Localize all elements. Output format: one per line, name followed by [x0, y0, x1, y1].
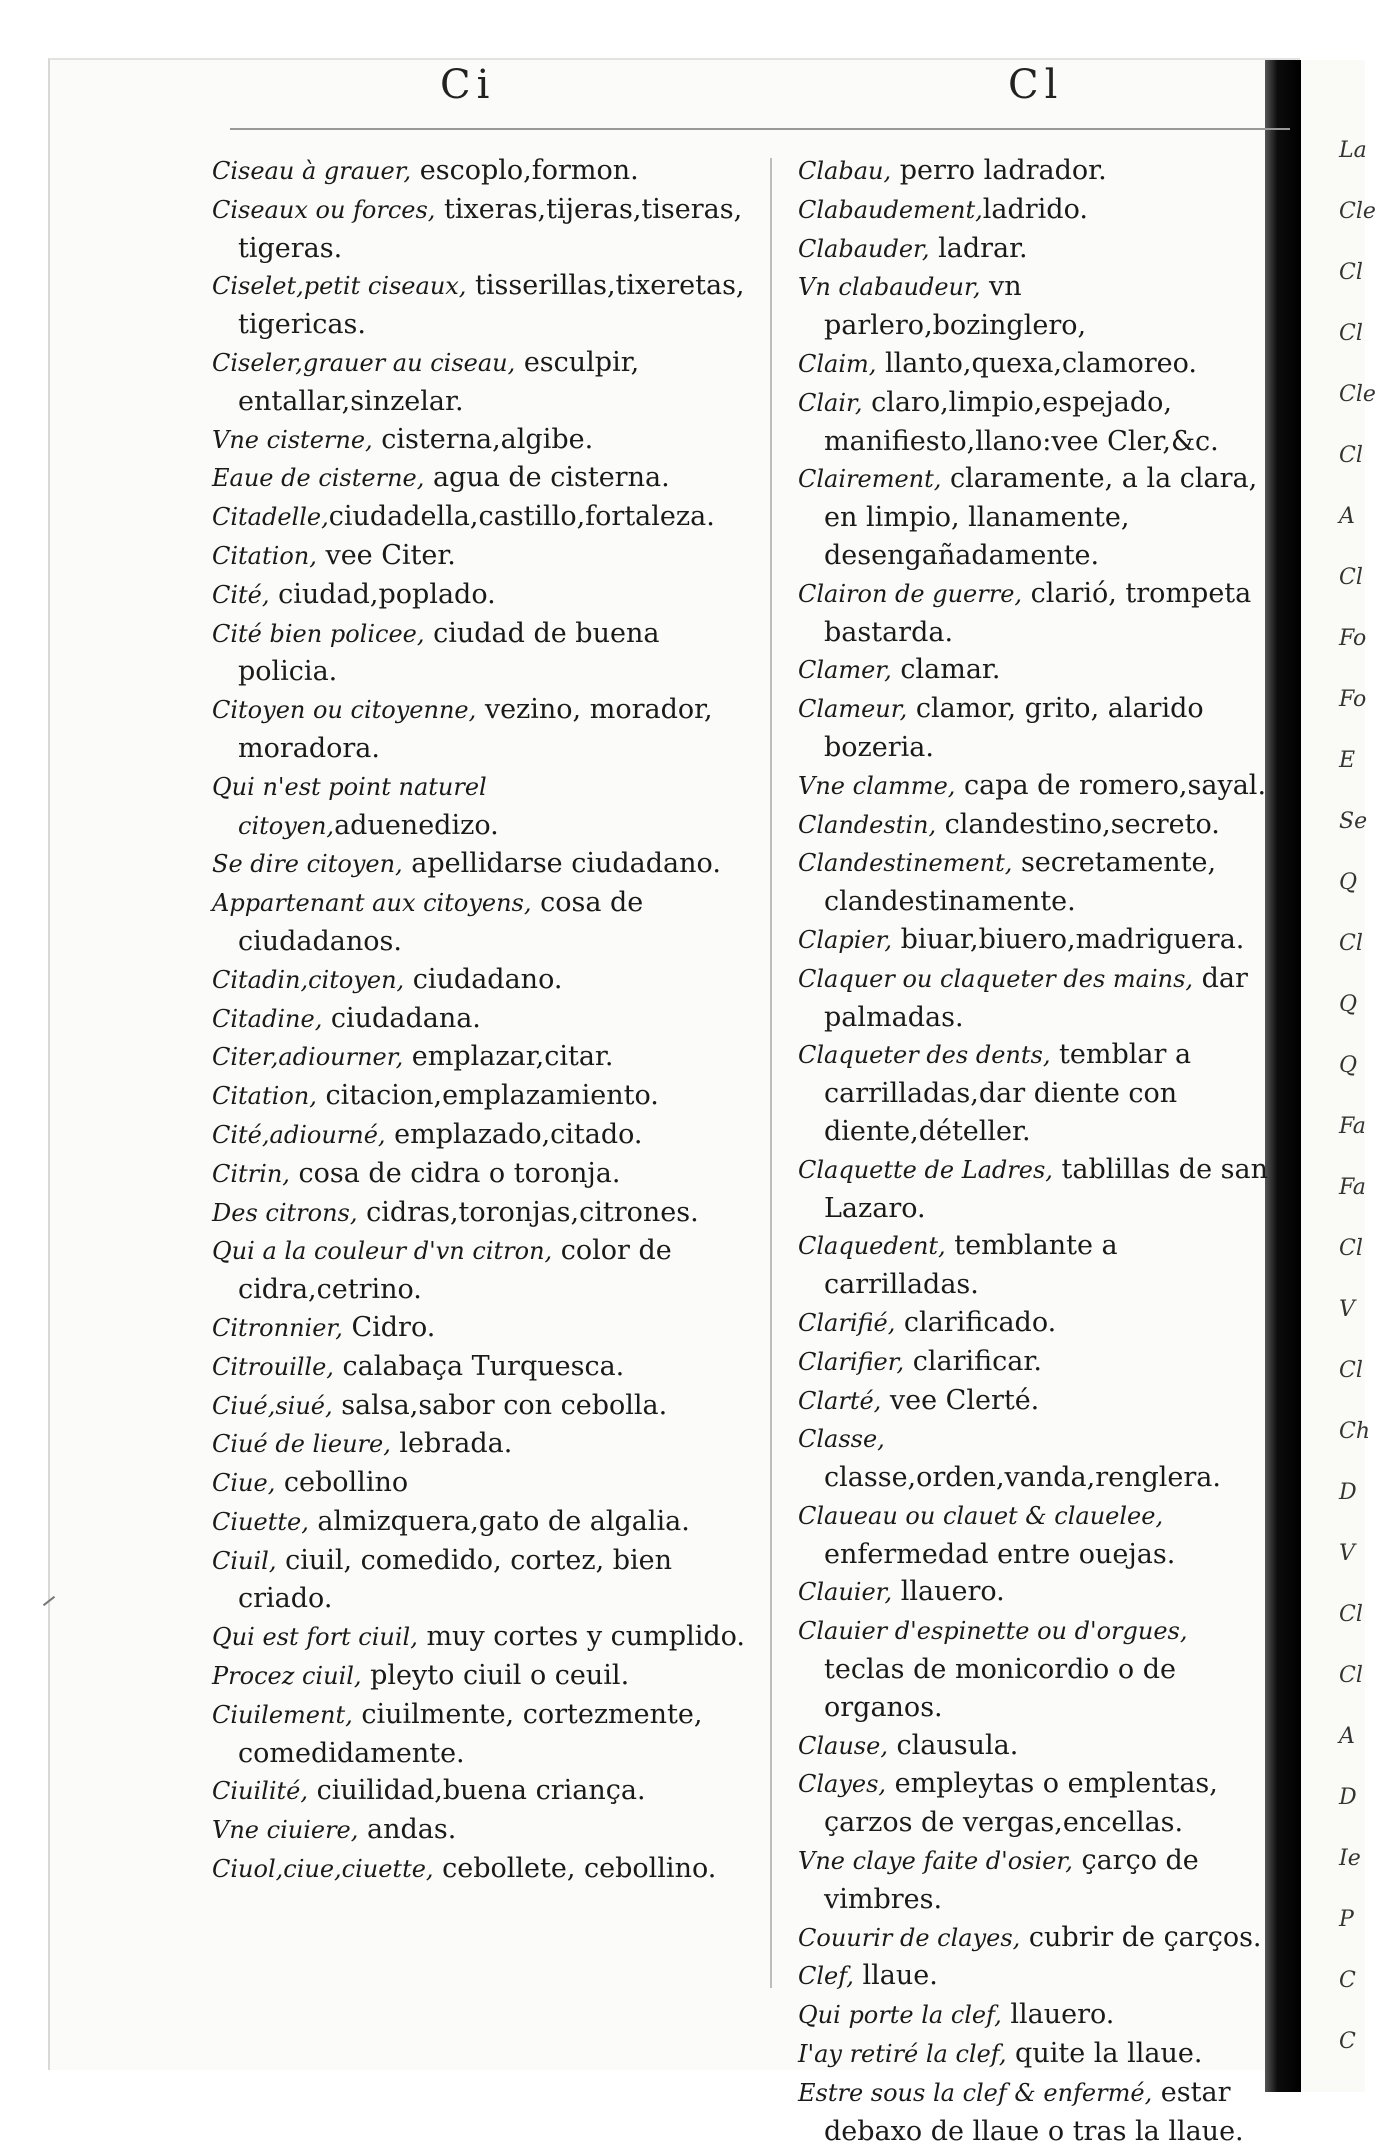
dictionary-entry [798, 767, 1268, 806]
dictionary-entry [798, 1957, 1268, 1996]
dictionary-entry [212, 1155, 747, 1194]
entry-headword: Ciuol,ciue,ciuette, [212, 1855, 434, 1884]
facing-page-fragment: Fo [1339, 687, 1367, 712]
column-divider [770, 158, 772, 1988]
entry-definition: clausula. [887, 1729, 1019, 1761]
facing-page-fragment: Cl [1339, 1236, 1363, 1261]
entry-definition: classe,orden,vanda,renglera. [824, 1462, 1221, 1494]
entry-headword: Qui n'est point naturel citoyen, [212, 772, 487, 840]
dictionary-entry [212, 691, 747, 768]
entry-definition: ciudadano. [404, 963, 563, 995]
entry-definition: esculpir, entallar,sinzelar. [238, 346, 640, 417]
dictionary-entry [212, 1387, 747, 1426]
facing-page-fragment: A [1339, 504, 1355, 529]
entry-headword: Claquer ou claqueter des mains, [798, 964, 1194, 993]
facing-page-fragment: C [1339, 1968, 1356, 1993]
entry-definition: cosa de cidra o toronja. [289, 1157, 621, 1189]
dictionary-entry [798, 921, 1268, 960]
entry-headword: Vne clamme, [798, 771, 956, 800]
facing-page-fragment: P [1339, 1907, 1354, 1932]
entry-definition: muy cortes y cumplido. [417, 1621, 745, 1653]
entry-definition: clamar. [891, 654, 1001, 686]
entry-headword: Claqueter des dents, [798, 1041, 1051, 1070]
dictionary-entry [212, 1348, 747, 1387]
entry-headword: Vne cisterne, [212, 425, 373, 454]
entry-definition: ciuil, comedido, cortez, bien criado. [238, 1544, 673, 1615]
dictionary-entry [212, 459, 747, 498]
entry-definition: tablillas de san Lazaro. [824, 1153, 1268, 1224]
dictionary-entry [212, 1772, 747, 1811]
dictionary-entry [212, 1657, 747, 1696]
dictionary-entry [798, 460, 1268, 574]
entry-headword: Citadin,citoyen, [212, 965, 405, 994]
entry-headword: Citation, [212, 1082, 317, 1111]
entry-definition: tixeras,tijeras,tiseras, tigeras. [238, 193, 743, 264]
entry-definition: ladrar. [929, 232, 1028, 264]
entry-headword: Ciseau à grauer, [212, 157, 412, 185]
entry-definition: calabaça Turquesca. [333, 1350, 625, 1382]
dictionary-entry [798, 384, 1268, 461]
dictionary-entry [798, 2035, 1268, 2074]
dictionary-entry [212, 498, 747, 537]
entry-headword: Claquette de Ladres, [798, 1155, 1053, 1184]
entry-definition: llauero. [892, 1576, 1005, 1608]
entry-headword: Clairon de guerre, [798, 579, 1023, 608]
entry-definition: cidras,toronjas,citrones. [357, 1196, 699, 1228]
header-rule [230, 128, 1290, 130]
facing-page-fragment: Cl [1339, 1663, 1363, 1688]
entry-definition: claramente, a la clara, en limpio, llanamente, desengañadamente. [824, 463, 1258, 571]
entry-headword: Clamer, [798, 656, 892, 685]
entry-definition: temblar a carrilladas,dar diente con diente,dételler. [824, 1039, 1192, 1147]
facing-page-fragment: V [1339, 1541, 1355, 1566]
entry-headword: Citadelle, [212, 503, 329, 532]
dictionary-entry [212, 1503, 747, 1542]
entry-definition: vee Clerté. [881, 1384, 1040, 1416]
dictionary-entry [798, 1343, 1268, 1382]
dictionary-entry [798, 1304, 1268, 1343]
dictionary-entry [798, 690, 1268, 767]
entry-headword: Ciuette, [212, 1507, 309, 1536]
dictionary-entry [798, 844, 1268, 921]
entry-definition: lebrada. [390, 1428, 513, 1460]
entry-definition: empleytas o emplentas, çarzos de vergas,encellas. [824, 1768, 1218, 1839]
entry-headword: Clauier d'espinette ou d'orgues, [798, 1617, 1188, 1646]
entry-definition: quite la llaue. [1006, 2038, 1203, 2070]
facing-page-fragment: Cl [1339, 260, 1363, 285]
dictionary-entry [212, 344, 747, 421]
entry-definition: vn parlero,bozinglero, [824, 271, 1087, 342]
entry-definition: tisserillas,tixeretas, tigericas. [238, 270, 745, 341]
dictionary-entry [212, 1542, 747, 1619]
entry-headword: Ciué de lieure, [212, 1430, 391, 1459]
entry-definition: temblante a carrilladas. [824, 1230, 1118, 1301]
entry-headword: Vne claye faite d'osier, [798, 1847, 1073, 1876]
entry-definition: ciudadana. [322, 1002, 481, 1034]
entry-headword: Citronnier, [212, 1313, 343, 1342]
dictionary-entry [798, 345, 1268, 384]
facing-page-fragment: D [1339, 1480, 1357, 1505]
entry-definition: ciudad,poplado. [269, 578, 496, 610]
entry-definition: enfermedad entre ouejas. [824, 1538, 1176, 1570]
entry-definition: agua de cisterna. [424, 462, 670, 494]
dictionary-entry [212, 768, 747, 846]
entry-definition: Cidro. [342, 1311, 436, 1343]
dictionary-entry [798, 152, 1268, 191]
entry-headword: Clandestinement, [798, 849, 1013, 878]
entry-definition: perro ladrador. [891, 155, 1107, 186]
entry-definition: cosa de ciudadanos. [238, 887, 644, 957]
entry-definition: clarificar. [904, 1345, 1042, 1377]
entry-headword: Couurir de clayes, [798, 1923, 1021, 1952]
entry-definition: ciudad de buena policia. [238, 617, 660, 688]
entry-headword: Claquedent, [798, 1232, 946, 1261]
dictionary-entry [798, 1727, 1268, 1766]
facing-page-fragment: E [1339, 748, 1356, 773]
entry-definition: cubrir de çarços. [1020, 1921, 1262, 1953]
entry-headword: Citer,adiourner, [212, 1043, 404, 1072]
facing-page-fragment: Ch [1339, 1419, 1371, 1444]
entry-headword: Eaue de cisterne, [212, 464, 425, 493]
dictionary-entry [212, 152, 747, 191]
entry-definition: biuar,biuero,madriguera. [892, 923, 1245, 955]
entry-definition: llauero. [1001, 1999, 1115, 2031]
entry-definition: ciudadella,castillo,fortaleza. [328, 501, 715, 533]
entry-headword: Cité bien policee, [212, 619, 425, 648]
dictionary-entry [212, 1696, 747, 1773]
dictionary-entry [798, 1996, 1268, 2035]
left-column [212, 152, 747, 1889]
entry-definition: capa de romero,sayal. [955, 769, 1267, 801]
entry-definition: escoplo,formon. [411, 155, 639, 186]
entry-headword: Ciuil, [212, 1546, 277, 1575]
facing-page-fragment: Cle [1339, 199, 1376, 224]
dictionary-entry [798, 1151, 1268, 1228]
entry-headword: Clef, [798, 1962, 854, 1991]
dictionary-entry [798, 1612, 1268, 1726]
dictionary-entry [212, 1811, 747, 1850]
entry-definition: clarificado. [895, 1306, 1057, 1338]
book-gutter-shadow [1265, 60, 1301, 2092]
facing-page-fragment: Q [1339, 870, 1358, 895]
dictionary-entry [212, 961, 747, 1000]
dictionary-entry [798, 1765, 1268, 1842]
entry-headword: Ciseaux ou forces, [212, 195, 436, 224]
entry-headword: Qui est fort ciuil, [212, 1623, 418, 1652]
facing-page-fragment: Fa [1339, 1175, 1366, 1200]
entry-definition: cebollino [275, 1467, 409, 1499]
dictionary-entry [212, 537, 747, 576]
dictionary-entry [212, 1077, 747, 1116]
entry-headword: Clapier, [798, 925, 893, 954]
entry-headword: Ciuilement, [212, 1700, 353, 1729]
facing-page-fragment: C [1339, 2029, 1356, 2054]
entry-headword: Se dire citoyen, [212, 850, 403, 879]
entry-headword: Claueau ou clauet & clauelee, [798, 1501, 1164, 1530]
entry-headword: Cité,adiourné, [212, 1120, 386, 1149]
right-column [798, 152, 1268, 2150]
dictionary-entry [798, 1919, 1268, 1958]
entry-headword: Citoyen ou citoyenne, [212, 696, 477, 725]
entry-headword: Clabaudement, [798, 195, 983, 224]
entry-headword: Vn clabaudeur, [798, 273, 981, 302]
entry-headword: Clarifié, [798, 1308, 896, 1337]
entry-definition: vezino, morador, moradora. [238, 694, 713, 764]
entry-definition: ciuilidad,buena criança. [308, 1775, 646, 1807]
entry-headword: Ciue, [212, 1469, 276, 1498]
dictionary-entry [798, 1420, 1268, 1497]
entry-definition: claro,limpio,espejado, manifiesto,llano:vee Cler,&c. [824, 386, 1219, 457]
dictionary-entry [798, 1382, 1268, 1421]
dictionary-entry [798, 2074, 1268, 2150]
dictionary-entry [212, 615, 747, 692]
entry-headword: Claim, [798, 349, 877, 378]
dictionary-entry [798, 1497, 1268, 1574]
dictionary-entry [212, 1618, 747, 1657]
entry-definition: ciuilmente, cortezmente, comedidamente. [238, 1698, 703, 1769]
facing-page-edge [1301, 60, 1376, 2092]
entry-definition: emplazado,citado. [385, 1118, 643, 1150]
dictionary-entry [798, 230, 1268, 269]
dictionary-entry [798, 1036, 1268, 1150]
dictionary-entry [212, 1116, 747, 1155]
facing-page-fragment: Cl [1339, 1602, 1363, 1627]
facing-page-fragment: Q [1339, 992, 1358, 1017]
facing-page-fragment: Cl [1339, 443, 1363, 468]
entry-definition: llaue. [853, 1960, 938, 1992]
entry-headword: Clauier, [798, 1578, 893, 1607]
entry-headword: Classe, [798, 1425, 885, 1454]
dictionary-entry [798, 191, 1268, 230]
dictionary-entry [212, 1425, 747, 1464]
dictionary-entry [798, 806, 1268, 845]
entry-definition: pleyto ciuil o ceuil. [361, 1660, 630, 1692]
entry-headword: Vne ciuiere, [212, 1816, 359, 1845]
facing-page-fragment: Ie [1339, 1846, 1361, 1871]
entry-headword: Clabauder, [798, 234, 930, 263]
facing-page-fragment: Fo [1339, 626, 1367, 651]
entry-headword: Ciuilité, [212, 1777, 308, 1806]
entry-headword: Qui a la couleur d'vn citron, [212, 1237, 553, 1266]
dictionary-entry [212, 1309, 747, 1348]
entry-headword: Ciselet,petit ciseaux, [212, 272, 467, 301]
entry-headword: Estre sous la clef & enfermé, [798, 2078, 1153, 2107]
entry-headword: Clabau, [798, 157, 892, 185]
dictionary-entry [798, 268, 1268, 345]
entry-headword: Clause, [798, 1731, 888, 1760]
entry-definition: çarço de vimbres. [824, 1845, 1199, 1915]
facing-page-fragment: La [1339, 138, 1367, 163]
dictionary-entry [798, 651, 1268, 690]
entry-headword: Citrouille, [212, 1352, 334, 1381]
facing-page-fragment: Se [1339, 809, 1368, 834]
entry-headword: Clarifier, [798, 1347, 905, 1376]
entry-definition: teclas de monicordio o de organos. [824, 1654, 1176, 1723]
entry-definition: clandestino,secreto. [936, 808, 1220, 840]
entry-definition: clarió, trompeta bastarda. [824, 577, 1252, 648]
entry-definition: estar debaxo de llaue o tras la llaue. [824, 2076, 1244, 2147]
facing-page-fragment: A [1339, 1724, 1355, 1749]
entry-definition: clamor, grito, alarido bozeria. [824, 693, 1204, 763]
entry-headword: Citrin, [212, 1159, 290, 1188]
dictionary-entry [798, 1573, 1268, 1612]
dictionary-entry [212, 1038, 747, 1077]
dictionary-entry [212, 267, 747, 344]
entry-definition: dar palmadas. [824, 962, 1248, 1033]
facing-page-fragment: Cle [1339, 382, 1376, 407]
entry-definition: cisterna,algibe. [372, 423, 594, 455]
entry-headword: Qui porte la clef, [798, 2001, 1002, 2030]
entry-headword: Ciué,siué, [212, 1391, 333, 1420]
dictionary-entry [212, 421, 747, 460]
entry-definition: ladrido. [982, 193, 1088, 225]
dictionary-entry [798, 575, 1268, 652]
entry-headword: Des citrons, [212, 1198, 358, 1227]
dictionary-entry [212, 1232, 747, 1309]
facing-page-fragment: D [1339, 1785, 1357, 1810]
facing-page-fragment: Cl [1339, 931, 1363, 956]
dictionary-entry [798, 960, 1268, 1037]
entry-definition: cebollete, cebollino. [433, 1853, 717, 1885]
dictionary-entry [212, 1000, 747, 1039]
dictionary-entry [798, 1227, 1268, 1304]
entry-headword: I'ay retiré la clef, [798, 2040, 1007, 2069]
entry-headword: Clandestin, [798, 810, 937, 839]
running-head-left: Ci [440, 62, 496, 108]
entry-definition: salsa,sabor con cebolla. [332, 1389, 668, 1421]
entry-headword: Procez ciuil, [212, 1662, 362, 1691]
entry-headword: Ciseler,grauer au ciseau, [212, 348, 516, 377]
entry-headword: Citadine, [212, 1004, 323, 1033]
facing-page-fragment: Cl [1339, 321, 1363, 346]
entry-headword: Clayes, [798, 1770, 887, 1799]
entry-definition: citacion,emplazamiento. [316, 1080, 659, 1112]
entry-definition: almizquera,gato de algalia. [308, 1505, 690, 1537]
entry-definition: color de cidra,cetrino. [238, 1235, 672, 1306]
dictionary-entry [212, 1850, 747, 1889]
dictionary-entry [212, 1464, 747, 1503]
dictionary-entry [212, 1194, 747, 1233]
dictionary-entry [212, 884, 747, 961]
dictionary-entry [212, 845, 747, 884]
dictionary-entry [798, 1842, 1268, 1919]
entry-definition: vee Citer. [316, 539, 456, 571]
entry-headword: Cité, [212, 580, 270, 609]
entry-headword: Clair, [798, 388, 863, 417]
entry-headword: Clairement, [798, 465, 942, 494]
dictionary-entry [212, 191, 747, 268]
entry-definition: aduenedizo. [334, 809, 499, 841]
dictionary-entry [212, 576, 747, 615]
entry-headword: Clameur, [798, 695, 908, 724]
facing-page-fragment: Cl [1339, 1358, 1363, 1383]
facing-page-fragment: Q [1339, 1053, 1358, 1078]
running-head-right: Cl [1008, 62, 1064, 108]
entry-headword: Citation, [212, 541, 317, 570]
entry-headword: Appartenant aux citoyens, [212, 889, 532, 918]
facing-page-fragment: Cl [1339, 565, 1363, 590]
entry-definition: andas. [358, 1814, 457, 1846]
entry-definition: apellidarse ciudadano. [402, 848, 721, 880]
entry-headword: Clarté, [798, 1386, 882, 1415]
entry-definition: llanto,quexa,clamoreo. [876, 347, 1197, 379]
entry-definition: emplazar,citar. [403, 1041, 614, 1073]
entry-definition: secretamente, clandestinamente. [824, 847, 1217, 918]
facing-page-fragment: V [1339, 1297, 1355, 1322]
facing-page-fragment: Fa [1339, 1114, 1366, 1139]
